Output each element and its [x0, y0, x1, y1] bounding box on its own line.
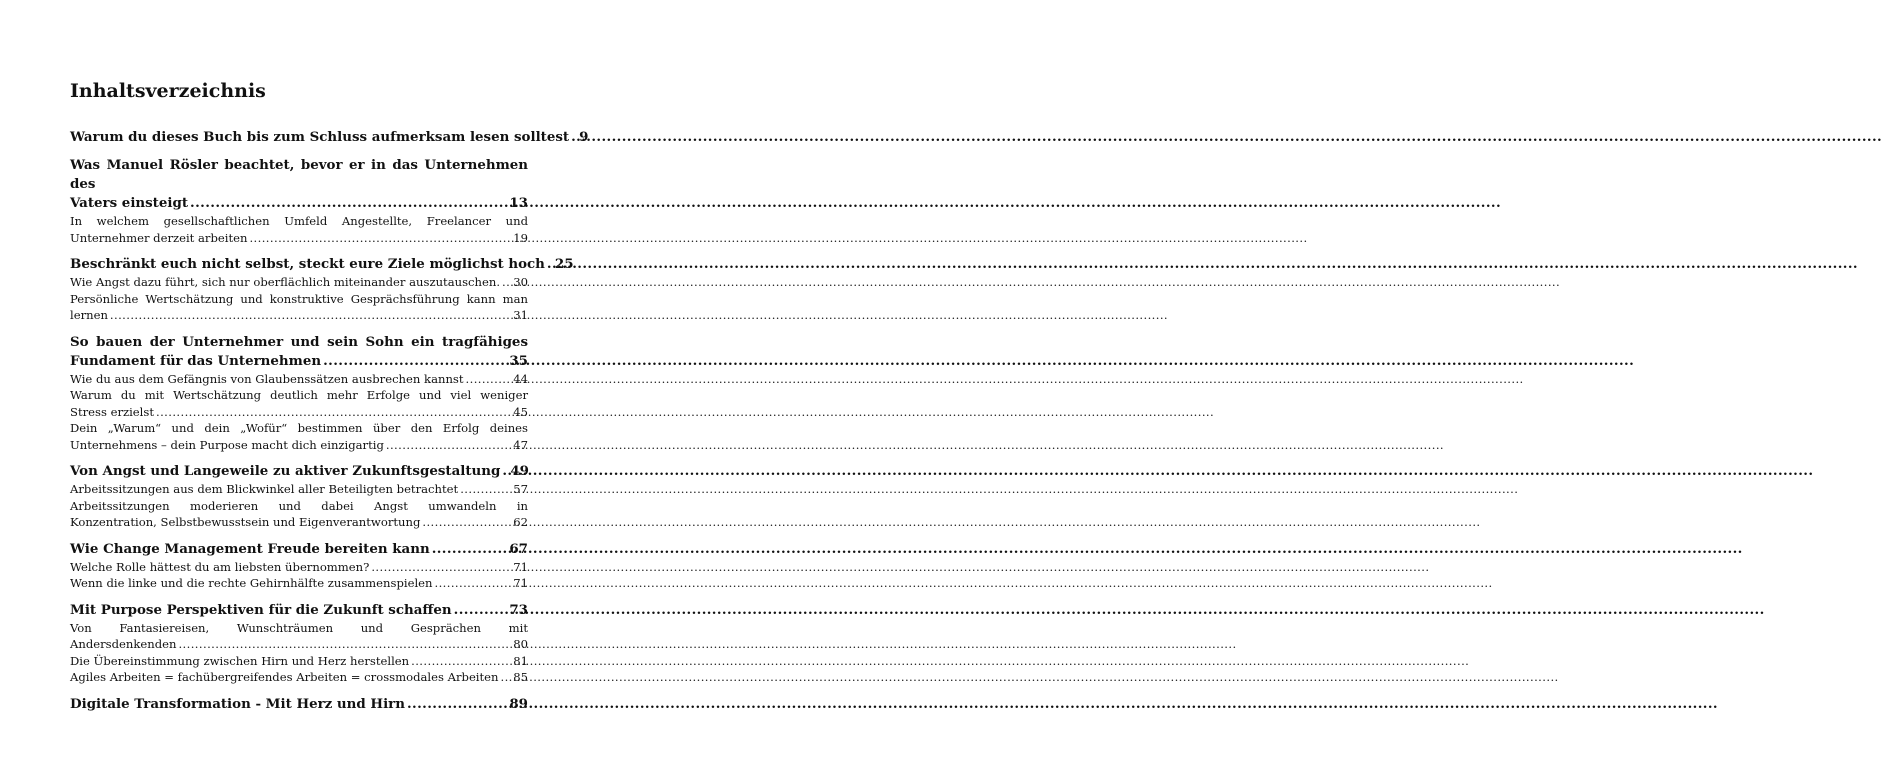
toc-entry-line: [70, 194, 528, 213]
dot-leader: [432, 540, 508, 559]
toc-entry-line: Dein „Warum“ und dein „Wofür“ bestimmen über den Erfolg deines: [70, 421, 528, 435]
toc-entry-line: [70, 669, 528, 686]
toc-entry-line: So bauen der Unternehmer und sein Sohn ein tragfähiges: [70, 333, 528, 350]
toc-chapter[interactable]: [70, 128, 589, 147]
toc-entry-text: Wie Change Management Freude bereiten kann: [70, 540, 430, 557]
dot-leader: [110, 307, 511, 324]
toc-subentry[interactable]: [70, 213, 528, 246]
page-number: 80: [513, 637, 528, 651]
dot-leader: [323, 352, 507, 371]
toc-entry-line: Warum du mit Wertschätzung deutlich mehr Erfolge und viel weniger: [70, 388, 528, 402]
page-number: 49: [510, 463, 529, 479]
toc-entry-line: Was Manuel Rösler beachtet, bevor er in das Unternehmen des: [70, 157, 528, 192]
toc-entry-line: [70, 371, 528, 388]
dot-leader: [407, 695, 507, 714]
page-number: 13: [509, 195, 528, 211]
toc-entry-text: Wie du aus dem Gefängnis von Glaubenssätzen ausbrechen kannst: [70, 371, 464, 386]
toc-chapter[interactable]: [70, 333, 528, 371]
toc-section: [70, 462, 528, 531]
dot-leader: [190, 194, 507, 213]
dot-leader: [178, 636, 511, 653]
toc-entry-line: [70, 695, 528, 714]
toc-entry-text: Die Übereinstimmung zwischen Hirn und Herz herstellen: [70, 653, 410, 668]
document-page: [0, 0, 600, 776]
toc-entry-line: [70, 128, 589, 147]
toc-entry-line: [70, 653, 528, 670]
page-number: 81: [513, 653, 528, 668]
toc-chapter[interactable]: [70, 601, 528, 620]
toc-subentry[interactable]: [70, 291, 528, 324]
toc-entry-line: [70, 352, 528, 371]
toc-subentry[interactable]: [70, 274, 528, 291]
toc-entry-line: [70, 559, 528, 576]
toc-subentry[interactable]: [70, 498, 528, 531]
dot-leader: [501, 669, 512, 686]
toc-section: [70, 156, 528, 246]
toc-section: [70, 540, 528, 592]
toc-subentry[interactable]: [70, 559, 528, 576]
page-title: Inhaltsverzeichnis: [70, 80, 266, 102]
toc-subentry[interactable]: [70, 575, 528, 592]
toc-entry-line: [70, 230, 528, 247]
page-number: 85: [513, 670, 528, 684]
toc-section: [70, 601, 528, 686]
toc-entry-line: [70, 636, 528, 653]
page-number: 62: [513, 515, 528, 529]
toc-chapter[interactable]: [70, 156, 528, 213]
toc-entry-line: Arbeitssitzungen moderieren und dabei Angst umwandeln in: [70, 498, 528, 513]
toc-entry-text: Digitale Transformation - Mit Herz und Hirn: [70, 695, 405, 712]
toc-subentry[interactable]: [70, 420, 528, 453]
toc-entry-line: [70, 481, 528, 498]
dot-leader: [502, 274, 511, 291]
page-number: 89: [509, 695, 528, 712]
page-number: 31: [513, 308, 528, 322]
toc-section: [70, 695, 528, 714]
toc-chapter[interactable]: [70, 255, 574, 274]
toc-entry-line: [70, 307, 528, 324]
dot-leader: [156, 404, 511, 421]
toc-entry-text: Welche Rolle hättest du am liebsten übernommen?: [70, 559, 370, 574]
table-of-contents: [70, 128, 589, 723]
toc-entry-text: Wie Angst dazu führt, sich nur oberflächlich miteinander auszutauschen.: [70, 275, 500, 289]
dot-leader: [502, 462, 508, 481]
toc-subentry[interactable]: [70, 481, 528, 498]
page-number: 57: [513, 482, 528, 496]
toc-entry-line: [70, 601, 528, 620]
dot-leader: [571, 128, 577, 147]
toc-entry-line: [70, 462, 528, 481]
dot-leader: [466, 371, 512, 388]
toc-entry-text: Mit Purpose Perspektiven für die Zukunft schaffen: [70, 601, 452, 618]
toc-entry-line: In welchem gesellschaftlichen Umfeld Angestellte, Freelancer und: [70, 214, 528, 228]
page-number: 73: [509, 601, 528, 618]
toc-entry-text: Andersdenkenden: [70, 637, 177, 651]
toc-entry-line: [70, 575, 528, 592]
toc-entry-text: Stress erzielst: [70, 404, 154, 419]
toc-entry-line: [70, 274, 528, 291]
page-number: 25: [554, 256, 574, 272]
toc-entry-text: Unternehmens – dein Purpose macht dich einzigartig: [70, 437, 384, 452]
toc-entry-text: Fundament für das Unternehmen: [70, 352, 322, 369]
toc-chapter[interactable]: [70, 462, 528, 481]
toc-entry-line: [70, 514, 528, 531]
toc-entry-line: [70, 540, 528, 559]
toc-entry-line: [70, 437, 528, 454]
toc-entry-text: lernen: [70, 308, 108, 322]
toc-subentry[interactable]: [70, 371, 528, 388]
dot-leader: [547, 255, 553, 274]
page-number: 67: [509, 540, 528, 557]
toc-entry-text: Agiles Arbeiten = fachübergreifendes Arbeiten = crossmodales Arbeiten: [70, 670, 499, 684]
page-number: 19: [513, 230, 528, 245]
toc-entry-text: Beschränkt euch nicht selbst, steckt eure Ziele möglichst hoch: [70, 256, 545, 272]
toc-entry-text: Konzentration, Selbstbewusstsein und Eigenverantwortung: [70, 515, 421, 529]
page-number: 9: [579, 129, 589, 145]
page-number: 45: [513, 404, 528, 419]
dot-leader: [460, 481, 511, 498]
toc-entry-line: [70, 404, 528, 421]
page-number: 47: [513, 437, 528, 452]
toc-subentry[interactable]: [70, 387, 528, 420]
dot-leader: [371, 559, 511, 576]
toc-subentry[interactable]: [70, 620, 528, 653]
dot-leader: [422, 514, 511, 531]
page-number: 30: [513, 275, 528, 289]
page-number: 71: [513, 559, 528, 574]
toc-entry-text: Arbeitssitzungen aus dem Blickwinkel aller Beteiligten betrachtet: [70, 482, 459, 496]
toc-chapter[interactable]: [70, 695, 528, 714]
toc-entry-text: Wenn die linke und die rechte Gehirnhälfte zusammenspielen: [70, 576, 433, 590]
dot-leader: [411, 653, 511, 670]
page-number: 44: [513, 371, 528, 386]
toc-entry-text: Von Angst und Langeweile zu aktiver Zukunftsgestaltung: [70, 463, 501, 479]
toc-section: [70, 255, 574, 324]
toc-entry-line: Von Fantasiereisen, Wunschträumen und Gesprächen mit: [70, 620, 528, 635]
toc-subentry[interactable]: [70, 669, 528, 686]
dot-leader: [386, 437, 511, 454]
toc-section: [70, 128, 589, 147]
page-number: 35: [509, 352, 528, 369]
toc-entry-line: Persönliche Wertschätzung und konstruktive Gesprächsführung kann man: [70, 291, 528, 306]
dot-leader: [454, 601, 508, 620]
toc-entry-line: [70, 255, 574, 274]
toc-subentry[interactable]: [70, 653, 528, 670]
toc-chapter[interactable]: [70, 540, 528, 559]
toc-entry-text: Vaters einsteigt: [70, 195, 189, 211]
toc-entry-text: Unternehmer derzeit arbeiten: [70, 230, 248, 245]
toc-entry-text: Warum du dieses Buch bis zum Schluss aufmerksam lesen solltest: [70, 129, 570, 145]
dot-leader: [435, 575, 512, 592]
dot-leader: [249, 230, 511, 247]
page-number: 71: [513, 576, 528, 590]
toc-section: [70, 333, 528, 454]
